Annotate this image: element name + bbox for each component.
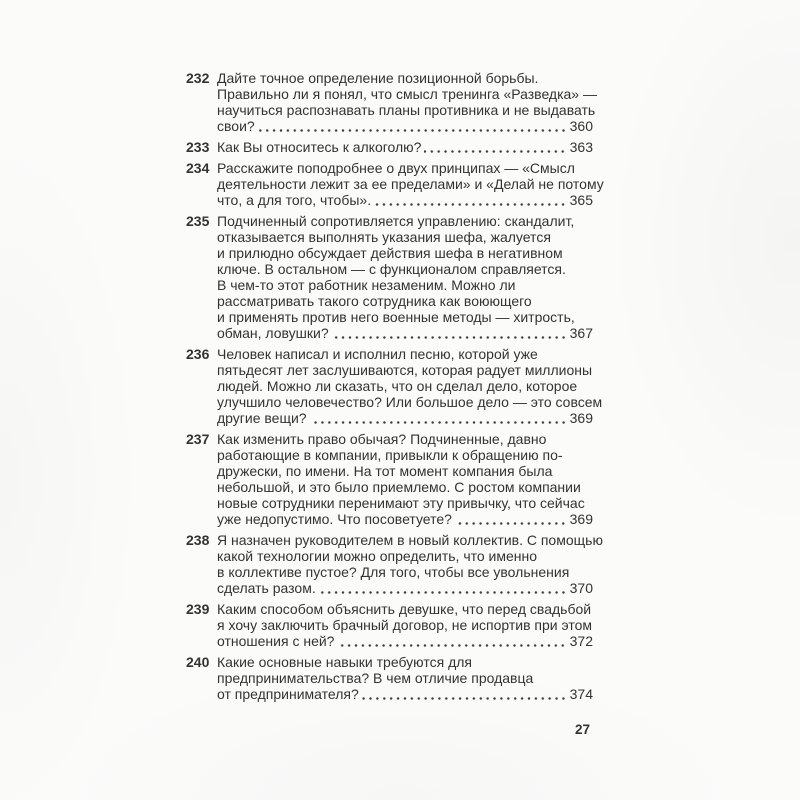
- entry-text-line: людей. Можно ли сказать, что он сделал дело, которое: [217, 378, 578, 394]
- entry-last-line: [217, 139, 593, 155]
- entry-text-line: от предпринимателя?: [217, 686, 359, 702]
- toc-entry-235: [186, 213, 593, 341]
- entry-page-ref: 365: [569, 192, 593, 208]
- entry-text-line: и применять против него военные методы — хитрость,: [217, 309, 575, 325]
- entry-text-line: научиться распознавать планы противника и не выдавать: [217, 102, 596, 118]
- entry-text-line: сделать разом.: [217, 580, 316, 596]
- entry-text-line: какой технологии можно определить, что именно: [217, 548, 538, 564]
- toc-entry-238: [186, 532, 603, 596]
- toc-entry-239: [186, 601, 593, 649]
- dot-leader: [362, 686, 568, 702]
- entry-text-line: обман, ловушки?: [217, 325, 329, 341]
- entry-text-line: небольшой, и это было приемлемо. С ростом компании: [217, 479, 581, 495]
- entry-page-ref: 367: [569, 325, 593, 341]
- entry-text-line: в коллективе пустое? Для того, чтобы все увольнения: [217, 564, 570, 580]
- entry-number: 237: [186, 431, 210, 447]
- entry-last-line: [217, 580, 593, 596]
- entry-page-ref: 374: [569, 686, 593, 702]
- entry-body: [217, 70, 597, 134]
- entry-last-line: [217, 325, 593, 341]
- entry-text-line: я хочу заключить брачный договор, не испортив при этом: [217, 617, 592, 633]
- entry-text-line: улучшило человечество? Или большое дело — это совсем: [217, 394, 603, 410]
- entry-last-line: [217, 511, 593, 527]
- toc-entry-233: [186, 139, 593, 155]
- entry-last-line: [217, 118, 593, 134]
- dot-leader: [332, 325, 568, 341]
- entry-text-line: Как Вы относитесь к алкоголю?: [217, 139, 422, 155]
- entry-page-ref: 370: [569, 580, 593, 596]
- entry-text-line: Какие основные навыки требуются для: [217, 654, 473, 670]
- dot-leader: [258, 118, 568, 134]
- entry-page-ref: 369: [569, 410, 593, 426]
- entry-text-line: свои?: [217, 118, 255, 134]
- entry-text-line: Правильно ли я понял, что смысл тренинга «Разведка» —: [217, 86, 597, 102]
- entry-text-line: Расскажите поподробнее о двух принципах — «Смысл: [217, 160, 575, 176]
- entry-text-line: уже недопустимо. Что посоветуете?: [217, 511, 452, 527]
- entry-text-line: дружески, по имени. На тот момент компания была: [217, 463, 553, 479]
- entry-number: 235: [186, 213, 210, 229]
- entry-number: 239: [186, 601, 210, 617]
- entry-number: 234: [186, 160, 210, 176]
- entry-page-ref: 369: [569, 511, 593, 527]
- entry-text-line: ключе. В остальном — с функционалом справляется.: [217, 261, 566, 277]
- entry-last-line: [217, 633, 593, 649]
- entry-body: [217, 160, 604, 208]
- entry-number: 233: [186, 139, 210, 155]
- entry-text-line: Каким способом объяснить девушке, что перед свадьбой: [217, 601, 592, 617]
- entry-text-line: предпринимательства? В чем отличие продавца: [217, 670, 534, 686]
- entry-body: [217, 139, 593, 155]
- entry-number: 236: [186, 346, 210, 362]
- page-number-footer: 27: [574, 722, 590, 737]
- entry-text-line: деятельности лежит за ее пределами» и «Делай не потому: [217, 176, 604, 192]
- entry-page-ref: 360: [569, 118, 593, 134]
- toc-entry-237: [186, 431, 593, 527]
- entry-last-line: [217, 192, 593, 208]
- dot-leader: [310, 410, 568, 426]
- entry-number: 238: [186, 532, 210, 548]
- entry-text-line: и прилюдно обсуждает действия шефа в негативном: [217, 245, 563, 261]
- entry-last-line: [217, 686, 593, 702]
- entry-text-line: Человек написал и исполнил песню, которой уже: [217, 346, 538, 362]
- entry-text-line: пятьдесят лет заслушиваются, которая радует миллионы: [217, 362, 593, 378]
- entry-text-line: другие вещи?: [217, 410, 307, 426]
- dot-leader: [337, 633, 567, 649]
- entry-body: [217, 532, 603, 596]
- entry-text-line: Как изменить право обычая? Подчиненные, давно: [217, 431, 547, 447]
- entry-text-line: В чем-то этот работник незаменим. Можно ли: [217, 277, 516, 293]
- entry-body: [217, 346, 603, 426]
- toc-entry-240: [186, 654, 593, 702]
- toc-entry-234: [186, 160, 604, 208]
- entry-number: 240: [186, 654, 210, 670]
- entry-body: [217, 654, 593, 702]
- toc-entry-236: [186, 346, 603, 426]
- entry-last-line: [217, 410, 593, 426]
- entry-body: [217, 213, 593, 341]
- entry-number: 232: [186, 70, 210, 86]
- entry-page-ref: 363: [569, 139, 593, 155]
- entry-text-line: отношения с ней?: [217, 633, 335, 649]
- dot-leader: [319, 580, 568, 596]
- entry-page-ref: 372: [569, 633, 593, 649]
- dot-leader: [455, 511, 568, 527]
- entry-text-line: Дайте точное определение позиционной борьбы.: [217, 70, 539, 86]
- entry-body: [217, 431, 593, 527]
- entry-text-line: отказывается выполнять указания шефа, жалуется: [217, 229, 551, 245]
- entry-text-line: Я назначен руководителем в новый коллектив. С помощью: [217, 532, 603, 548]
- toc-entry-232: [186, 70, 597, 134]
- dot-leader: [374, 192, 568, 208]
- entry-text-line: новые сотрудники перенимают эту привычку, что сейчас: [217, 495, 585, 511]
- entry-text-line: Подчиненный сопротивляется управлению: скандалит,: [217, 213, 575, 229]
- entry-text-line: рассматривать такого сотрудника как воюющего: [217, 293, 532, 309]
- entry-text-line: что, а для того, чтобы».: [217, 192, 372, 208]
- dot-leader: [424, 139, 567, 155]
- entry-text-line: работающие в компании, привыкли к обращению по-: [217, 447, 563, 463]
- entry-body: [217, 601, 593, 649]
